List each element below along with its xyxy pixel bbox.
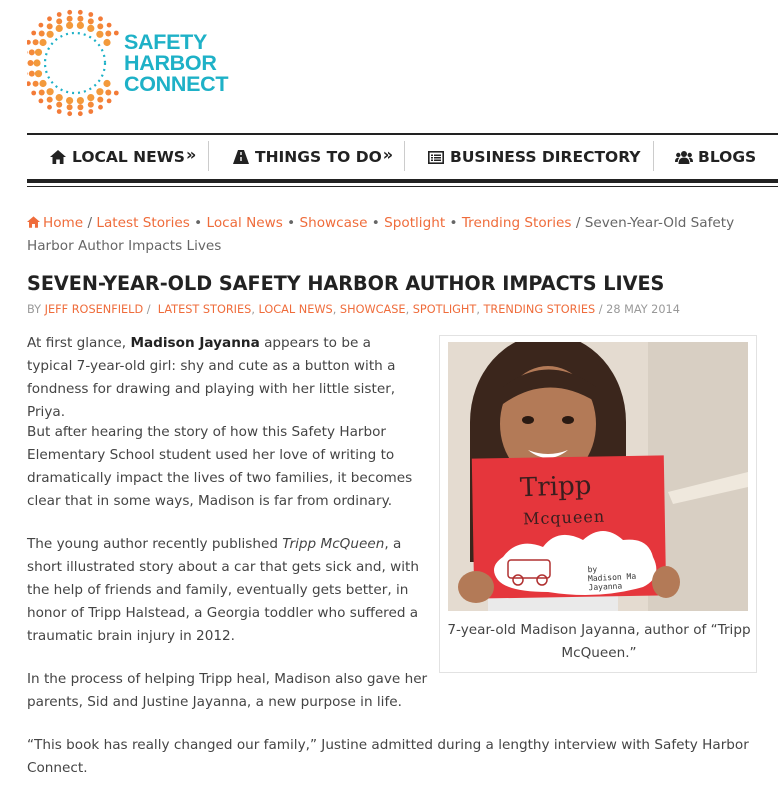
breadcrumb-local-news[interactable]: Local News [206, 215, 283, 231]
article-paragraph [27, 332, 419, 424]
meta-comma: , [405, 303, 410, 316]
logo-dot [114, 91, 119, 96]
logo-dot [56, 18, 62, 24]
category-link[interactable]: LOCAL NEWS [258, 303, 333, 316]
users-icon [675, 149, 693, 165]
book-by: by [587, 564, 598, 575]
logo-dot [96, 88, 103, 95]
logo-dot [97, 23, 103, 29]
text-run: , a short illustrated story about a car that gets sick and, with the help of friends and family, eventually gets better, in honor of Tripp Halstead, a Georgia toddler who suffered a traumatic brain injury in 2012. [27, 536, 420, 644]
road-icon [232, 149, 250, 165]
logo-dot [47, 23, 53, 29]
logo-dot [28, 60, 34, 66]
logo-dot [105, 90, 111, 96]
main-nav [27, 133, 778, 183]
article-figure [439, 335, 757, 673]
logo-dot [47, 105, 52, 110]
logo-dot [77, 16, 83, 22]
meta-comma: , [332, 303, 337, 316]
logo-line: SAFETY [124, 30, 208, 54]
breadcrumb-home-label: Home [43, 215, 84, 231]
book-title: Mcqueen [522, 506, 606, 529]
logo-dot [67, 111, 72, 116]
home-icon [27, 216, 40, 228]
logo-dot [39, 31, 45, 37]
category-link[interactable]: SPOTLIGHT [412, 303, 477, 316]
logo-line: CONNECT [124, 72, 229, 96]
article-meta [27, 303, 680, 316]
logo-dot [78, 111, 83, 116]
logo-dot [47, 88, 54, 95]
logo-dot [56, 25, 63, 32]
logo-dot [39, 39, 46, 46]
logo-dot [88, 12, 93, 17]
logo-dot [27, 81, 31, 86]
logo-dot [98, 105, 103, 110]
meta-by: BY [27, 303, 42, 316]
logo-dot [47, 97, 53, 103]
article-paragraph: “This book has really changed our family,” Justine admitted during a lengthy interview with Safety Harbor Connect. [27, 737, 749, 776]
logo-dot [39, 23, 44, 28]
logo-dot [114, 31, 119, 36]
nav-label: BLOGS [698, 148, 757, 166]
text-run: The young author recently published [27, 536, 283, 552]
book-author: Jayanna [588, 581, 623, 593]
nav-label: LOCAL NEWS [72, 148, 185, 166]
breadcrumb-showcase[interactable]: Showcase [299, 215, 368, 231]
meta-separator: / [146, 303, 151, 316]
logo-sunburst-icon [27, 8, 127, 118]
breadcrumb-separator: / [87, 215, 93, 231]
logo-wordmark [124, 32, 228, 95]
logo-dot [66, 97, 73, 104]
logo-dot [103, 80, 110, 87]
breadcrumb-latest-stories[interactable]: Latest Stories [96, 215, 190, 231]
site-logo[interactable] [27, 8, 239, 118]
logo-dot [77, 104, 83, 110]
nav-item-blogs[interactable] [675, 135, 756, 179]
home-icon [49, 149, 67, 165]
breadcrumb-separator: • [449, 215, 458, 231]
breadcrumb-separator: • [194, 215, 203, 231]
logo-dot [47, 31, 54, 38]
nav-item-local-news[interactable] [49, 135, 196, 179]
logo-dot [77, 22, 84, 29]
article-date: / 28 MAY 2014 [598, 303, 680, 316]
logo-dot [57, 109, 62, 114]
breadcrumb-current: Seven-Year-Old Safety Harbor Author Impacts Lives [27, 215, 735, 254]
logo-dot [88, 18, 94, 24]
logo-dot [27, 40, 31, 45]
article-photo[interactable] [448, 342, 748, 611]
breadcrumb-trending-stories[interactable]: Trending Stories [461, 215, 572, 231]
book-title: Tripp [519, 470, 592, 504]
logo-dot [35, 49, 42, 56]
logo-dot [27, 50, 28, 55]
logo-dot [57, 12, 62, 17]
logo-dot [67, 104, 73, 110]
breadcrumb-home[interactable] [27, 215, 83, 231]
logo-dot [56, 102, 62, 108]
logo-dot [29, 71, 35, 77]
logo-dot [88, 109, 93, 114]
logo-dot [107, 99, 112, 104]
logo-dot [77, 97, 84, 104]
nav-label: THINGS TO DO [255, 148, 382, 166]
logo-dot [33, 59, 40, 66]
logo-dot [87, 94, 94, 101]
logo-dot [87, 25, 94, 32]
author-link[interactable]: JEFF ROSENFIELD [44, 303, 144, 316]
breadcrumb-separator: / [575, 215, 581, 231]
breadcrumb [27, 212, 747, 258]
category-link[interactable]: SHOWCASE [339, 303, 406, 316]
figure-caption: 7-year-old Madison Jayanna, author of “Tripp McQueen.” [447, 622, 751, 661]
nav-divider [653, 141, 654, 171]
logo-dot [39, 99, 44, 104]
submenu-arrow-icon: » [382, 144, 394, 164]
logo-dot [56, 94, 63, 101]
logo-dot [31, 31, 36, 36]
text-run: appears to be a typical 7-year-old girl: shy and cute as a button with a fondness for drawing and playing with her little sister, Priya. [27, 335, 396, 420]
logo-dot [27, 71, 28, 76]
logo-dot [39, 90, 45, 96]
logo-dot [33, 39, 39, 45]
category-link[interactable]: LATEST STORIES [157, 303, 252, 316]
text-run-italic: Tripp McQueen [282, 536, 385, 552]
book-byline [587, 563, 637, 592]
logo-dot [35, 70, 42, 77]
logo-dot [67, 16, 73, 22]
breadcrumb-separator: • [287, 215, 296, 231]
logo-dot [78, 10, 83, 15]
article-paragraph: But after hearing the story of how this Safety Harbor Elementary School student used her love of writing to dramatically impact the lives of two families, it becomes clear that in some ways, Madison is far from ordinary. [27, 424, 413, 509]
meta-comma: , [251, 303, 255, 316]
breadcrumb-separator: • [371, 215, 380, 231]
logo-dot [88, 102, 94, 108]
book-author: Madison Ma [587, 571, 637, 584]
logo-dot [39, 80, 46, 87]
article-paragraph [27, 533, 422, 648]
logo-dot [67, 10, 72, 15]
logo-dot [107, 23, 112, 28]
logo-dot [98, 16, 103, 21]
category-link[interactable]: TRENDING STORIES [483, 303, 596, 316]
logo-dot [66, 22, 73, 29]
article-title: SEVEN-YEAR-OLD SAFETY HARBOR AUTHOR IMPACTS LIVES [27, 272, 665, 295]
text-run: At first glance, [27, 335, 131, 351]
logo-dot [47, 16, 52, 21]
nav-divider [208, 141, 209, 171]
list-icon [427, 149, 445, 165]
logo-dot [103, 39, 110, 46]
nav-divider [404, 141, 405, 171]
text-run-bold: Madison Jayanna [130, 335, 260, 351]
article-paragraph: In the process of helping Tripp heal, Madison also gave her parents, Sid and Justine Jayanna, a new purpose in life. [27, 671, 428, 710]
logo-dot [29, 49, 35, 55]
logo-dot [97, 97, 103, 103]
logo-dot [105, 31, 111, 37]
logo-dot [31, 91, 36, 96]
logo-dot [96, 31, 103, 38]
nav-label: BUSINESS DIRECTORY [450, 148, 641, 166]
logo-line: HARBOR [124, 51, 217, 75]
nav-item-things-to-do[interactable] [232, 135, 393, 179]
meta-comma: , [476, 303, 480, 316]
logo-dot [33, 81, 39, 87]
breadcrumb-spotlight[interactable]: Spotlight [384, 215, 446, 231]
nav-item-business-directory[interactable] [427, 135, 641, 179]
submenu-arrow-icon: » [185, 144, 197, 164]
